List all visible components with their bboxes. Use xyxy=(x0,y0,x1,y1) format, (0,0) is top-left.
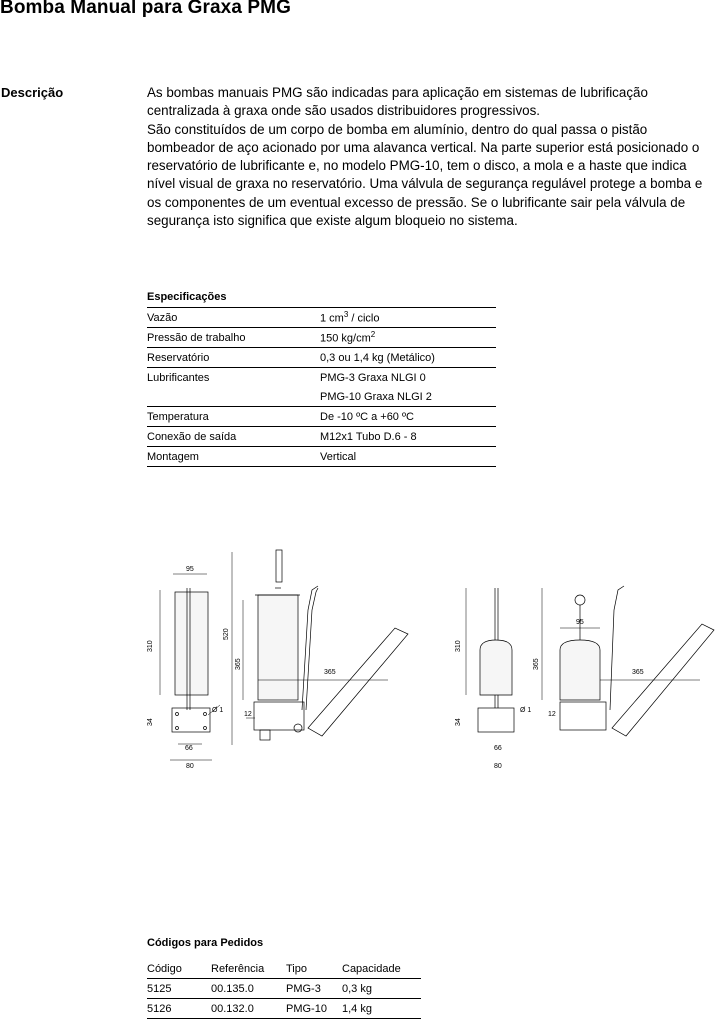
dim-phi-b: Ø 1 xyxy=(520,707,532,714)
dim-365: 365 xyxy=(235,658,242,670)
spec-value: 1 $cm^3$ / ciclo xyxy=(320,308,496,328)
dim-95-b: 95 xyxy=(576,619,584,626)
column-header: Referência xyxy=(211,959,286,979)
spec-value: PMG-3 Graxa NLGI 0 xyxy=(320,371,426,384)
dim-phi: Ø 1 xyxy=(212,707,224,714)
spec-value: De -10 ºC a +60 ºC xyxy=(320,407,496,427)
spec-row xyxy=(147,308,496,328)
dim-310-b: 310 xyxy=(455,640,462,652)
pmg10-side-view xyxy=(533,586,714,736)
spec-key: Reservatório xyxy=(147,348,320,368)
spec-row xyxy=(147,328,496,348)
dim-365-lever-b: 365 xyxy=(632,669,644,676)
description-paragraph: As bombas manuais PMG são indicadas para aplicação em sistemas de lubrificação centralizada à graxa onde são usados distribuidores progressivos. xyxy=(147,85,648,119)
table-header-row xyxy=(147,959,421,979)
spec-value: 0,3 ou 1,4 kg (Metálico) xyxy=(320,348,496,368)
cell-type: PMG-10 xyxy=(286,999,342,1019)
spec-row xyxy=(147,427,496,447)
spec-key: Temperatura xyxy=(147,407,320,427)
description-paragraph: São constituídos de um corpo de bomba em alumínio, dentro do qual passa o pistão bombeador de aço acionado por uma alavanca vertical. Na parte superior está posicionado o reservatório de lubrificante e, no modelo PMG-10, tem o disco, a mola e a haste que indica nível visual de graxa no reservatório. Uma válvula de segurança regulável protege a bomba e os componentes de um eventual excesso de pressão. Se o lubrificante sair pela válvula de segurança isto significa que existe algum bloqueio no sistema. xyxy=(147,121,703,229)
dim-80-b: 80 xyxy=(494,763,502,770)
spec-row xyxy=(147,447,496,467)
spec-row xyxy=(147,387,496,407)
spec-key: Lubrificantes xyxy=(147,371,210,384)
cell-code: 5125 xyxy=(147,979,211,999)
pmg10-front-view xyxy=(455,588,531,770)
technical-drawing xyxy=(140,540,717,780)
description-text xyxy=(147,84,712,230)
dim-34-b: 34 xyxy=(455,718,462,726)
spec-value: Vertical xyxy=(320,447,496,467)
dim-12-b: 12 xyxy=(548,711,556,718)
spec-value: PMG-10 Graxa NLGI 2 xyxy=(320,387,496,407)
spec-key: Vazão xyxy=(147,308,320,328)
table-row xyxy=(147,999,421,1019)
cell-reference: 00.132.0 xyxy=(211,999,286,1019)
order-codes-table xyxy=(147,937,422,1019)
column-header: Capacidade xyxy=(342,959,421,979)
spec-row xyxy=(147,368,496,388)
table-row xyxy=(147,979,421,999)
dim-520: 520 xyxy=(223,628,230,640)
cell-reference: 00.135.0 xyxy=(211,979,286,999)
dim-310: 310 xyxy=(147,640,154,652)
dim-12: 12 xyxy=(244,711,252,718)
dim-80: 80 xyxy=(186,763,194,770)
spec-key: Conexão de saída xyxy=(147,427,320,447)
spec-key xyxy=(147,387,320,407)
pmg3-front-view xyxy=(147,566,223,770)
pmg3-side-view xyxy=(223,550,408,745)
dim-365-lever: 365 xyxy=(324,669,336,676)
cell-capacity: 0,3 kg xyxy=(342,979,421,999)
column-header: Código xyxy=(147,959,211,979)
dim-95: 95 xyxy=(186,566,194,573)
spec-row xyxy=(147,348,496,368)
spec-value: 150 $kg/cm^2$ xyxy=(320,328,496,348)
specifications-title: Especificações xyxy=(147,291,227,303)
spec-value: M12x1 Tubo D.6 - 8 xyxy=(320,427,496,447)
column-header: Tipo xyxy=(286,959,342,979)
section-label-description: Descrição xyxy=(1,85,64,100)
dim-66: 66 xyxy=(185,745,193,752)
specifications-table xyxy=(147,291,497,467)
spec-key: Pressão de trabalho xyxy=(147,328,320,348)
dim-365-b: 365 xyxy=(533,658,540,670)
spec-key: Montagem xyxy=(147,447,320,467)
cell-capacity: 1,4 kg xyxy=(342,999,421,1019)
page-title: Bomba Manual para Graxa PMG xyxy=(0,0,291,18)
dim-66-b: 66 xyxy=(494,745,502,752)
spec-row xyxy=(147,407,496,427)
dim-34: 34 xyxy=(147,718,154,726)
cell-code: 5126 xyxy=(147,999,211,1019)
cell-type: PMG-3 xyxy=(286,979,342,999)
order-codes-title: Códigos para Pedidos xyxy=(147,937,264,949)
